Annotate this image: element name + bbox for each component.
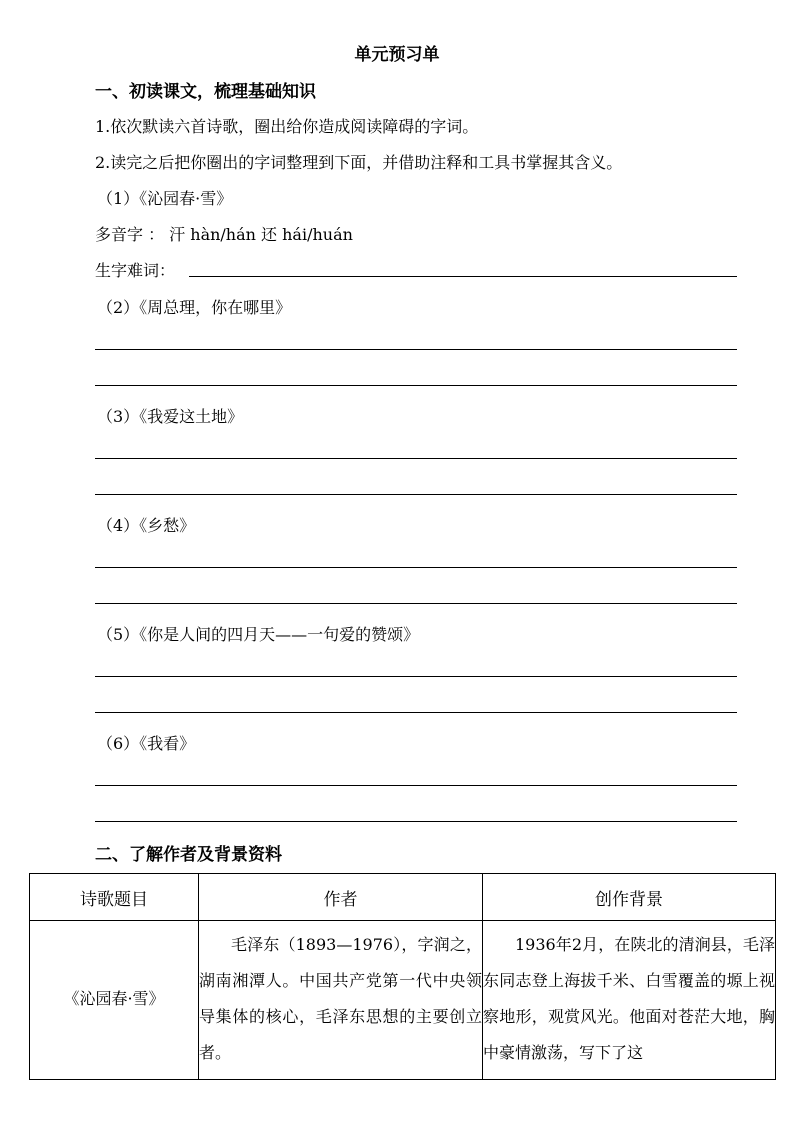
poem-1-label: （1）《沁园春·雪》 [97,189,233,208]
answer-line[interactable] [95,821,737,822]
poem-6-label: （6）《我看》 [97,734,196,753]
answer-line[interactable] [95,603,737,604]
poem-2-label: （2）《周总理，你在哪里》 [97,298,292,317]
answer-line[interactable] [95,494,737,495]
answer-line[interactable] [95,712,737,713]
answer-line[interactable] [95,676,737,677]
header-background: 创作背景 [483,874,776,921]
header-author: 作者 [199,874,483,921]
answer-line[interactable] [95,458,737,459]
cell-author: 毛泽东（1893—1976），字润之，湖南湘潭人。中国共产党第一代中央领导集体的核心，毛泽东思想的主要创立者。 [199,921,483,1080]
instruction-1: 1.依次默读六首诗歌，圈出给你造成阅读障碍的字词。 [95,117,479,136]
answer-line[interactable] [95,385,737,386]
table-row [30,921,776,1080]
poem-5-label: （5）《你是人间的四月天——一句爱的赞颂》 [97,625,420,644]
cell-poem-title: 《沁园春·雪》 [30,921,199,1080]
answer-line[interactable] [95,349,737,350]
poem-4-label: （4）《乡愁》 [97,516,196,535]
header-poem-title: 诗歌题目 [30,874,199,921]
answer-line[interactable] [95,567,737,568]
difficult-words-label: 生字难词： [95,261,176,280]
difficult-words-blank[interactable] [189,276,737,277]
cell-background: 1936年2月，在陕北的清涧县，毛泽东同志登上海拔千米、白雪覆盖的塬上视察地形，观赏风光。他面对苍茫大地，胸中豪情激荡，写下了这 [483,921,776,1080]
answer-line[interactable] [95,785,737,786]
page-title: 单元预习单 [354,45,440,65]
section-1-heading: 一、初读课文，梳理基础知识 [95,82,316,102]
poem-3-label: （3）《我爱这土地》 [97,407,244,426]
background-table [29,873,776,1080]
section-2-heading: 二、了解作者及背景资料 [95,845,282,865]
polyphonic-line: 多音字 ： 汗 hàn/hán 还 hái/huán [95,225,353,244]
instruction-2: 2.读完之后把你圈出的字词整理到下面，并借助注释和工具书掌握其含义。 [95,153,623,172]
table-header-row [30,874,776,921]
